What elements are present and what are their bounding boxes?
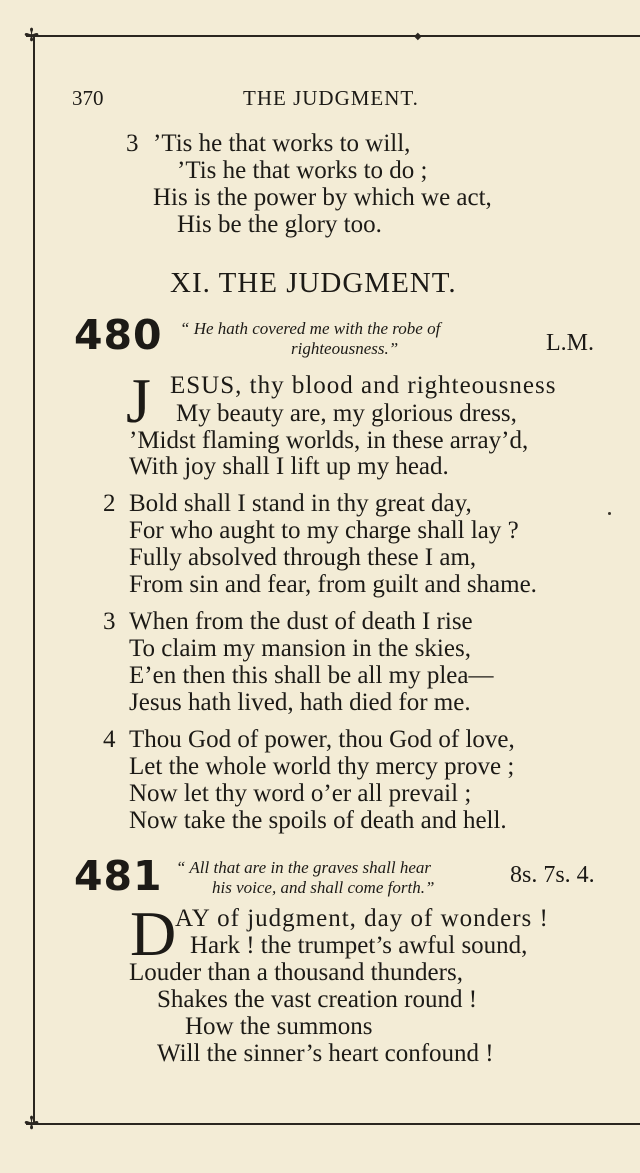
verse-line: Now take the spoils of death and hell. [129,807,507,834]
hymn-meter: L.M. [546,330,594,356]
corner-ornament-icon: ✢ [24,25,40,45]
verse-line: For who aught to my charge shall lay ? [129,517,519,544]
verse-line: Louder than a thousand thunders, [129,959,463,986]
verse-line: Shakes the vast creation round ! [157,986,478,1013]
rule-ornament-icon: ◆ [414,31,422,42]
hymn-epigraph: “ All that are in the graves shall hear [176,858,431,877]
stanza-number: 4 [103,726,116,753]
verse-line: Jesus hath lived, hath died for me. [129,689,471,716]
verse-line: His be the glory too. [177,211,382,238]
verse-line: Thou God of power, thou God of love, [129,726,515,753]
verse-line: His is the power by which we act, [153,184,492,211]
hymn-number: 480 [74,311,163,359]
hymn-epigraph: his voice, and shall come forth.” [212,878,435,897]
hymn-epigraph: righteousness.” [291,339,399,358]
hymn-epigraph: “ He hath covered me with the robe of [180,319,441,338]
running-head: THE JUDGMENT. [243,86,419,110]
verse-line: My beauty are, my glorious dress, [176,400,517,427]
verse-line: Will the sinner’s heart confound ! [157,1040,494,1067]
drop-cap: J [126,365,151,436]
verse-line: Let the whole world thy mercy prove ; [129,753,515,780]
verse-line: Fully absolved through these I am, [129,544,477,571]
left-rule [33,35,35,1125]
verse-line: Hark ! the trumpet’s awful sound, [190,932,528,959]
drop-cap: D [130,898,177,969]
verse-line: ’Tis he that works to do ; [177,157,428,184]
verse-line: With joy shall I lift up my head. [129,453,449,480]
ink-speck [608,512,611,515]
section-title: XI. THE JUDGMENT. [170,267,457,299]
verse-line: ESUS, thy blood and righteousness [170,372,557,399]
verse-line: Bold shall I stand in thy great day, [129,490,472,517]
verse-line: How the summons [185,1013,373,1040]
stanza-number: 2 [103,490,116,517]
hymn-meter: 8s. 7s. 4. [510,862,595,888]
verse-line: AY of judgment, day of wonders ! [175,905,549,932]
verse-line: Now let thy word o’er all prevail ; [129,780,472,807]
verse-line: ’Tis he that works to will, [153,130,411,157]
bottom-rule [26,1123,640,1125]
verse-line: When from the dust of death I rise [129,608,473,635]
verse-line: ’Midst flaming worlds, in these array’d, [129,427,529,454]
verse-line: From sin and fear, from guilt and shame. [129,571,537,598]
hymn-number: 481 [74,852,163,900]
corner-ornament-icon: ✢ [24,1113,40,1133]
page-number: 370 [72,86,104,110]
stanza-number: 3 [126,130,139,157]
verse-line: E’en then this shall be all my plea— [129,662,494,689]
verse-line: To claim my mansion in the skies, [129,635,471,662]
stanza-number: 3 [103,608,116,635]
top-rule [26,35,640,37]
